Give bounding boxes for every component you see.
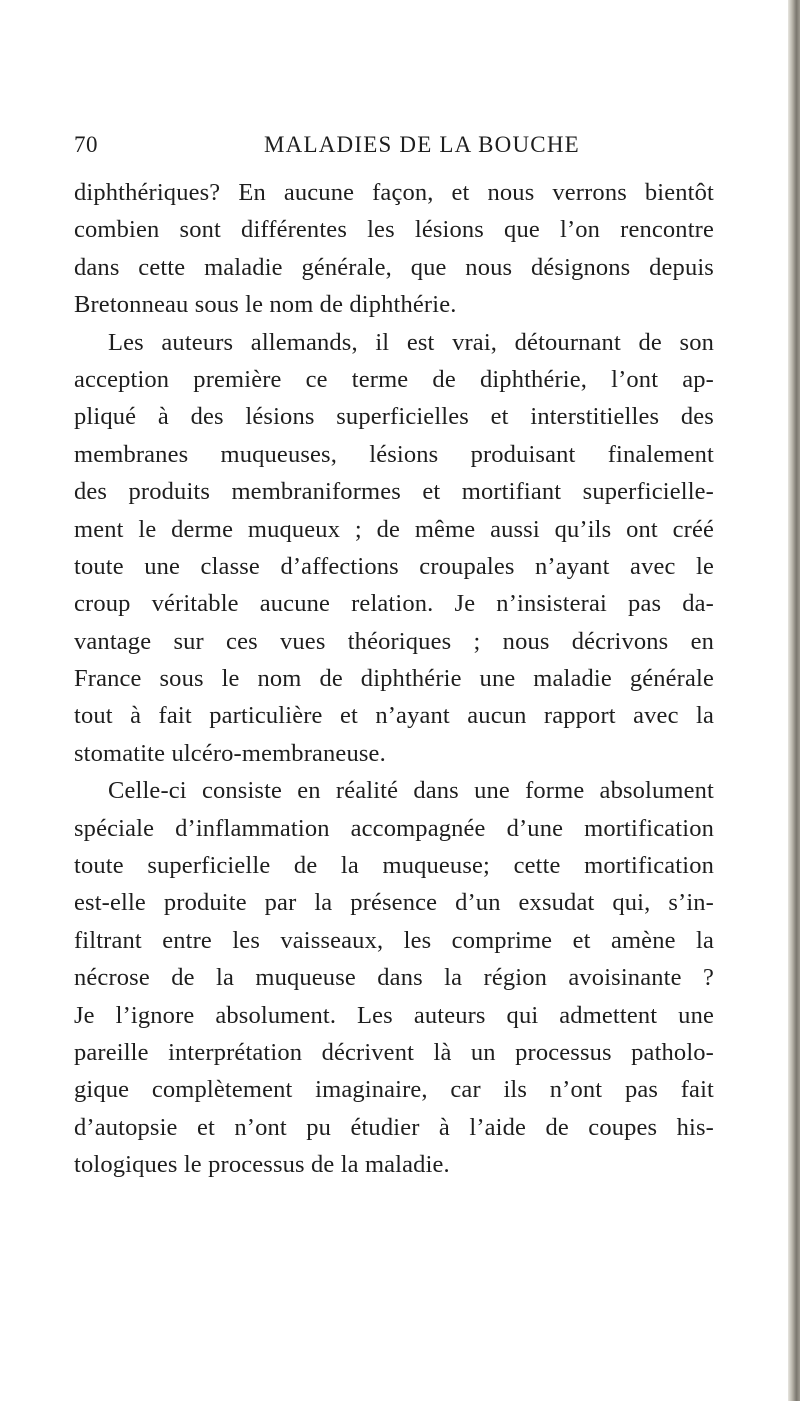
page-number: 70 — [74, 132, 98, 157]
text-line: croup véritable aucune relation. Je n’insisterai pas da- — [74, 590, 714, 618]
text-line: stomatite ulcéro-membraneuse. — [74, 739, 386, 767]
text-line: pliqué à des lésions superficielles et interstitielles des — [74, 403, 714, 431]
text-line: pareille interprétation décrivent là un processus patholo- — [74, 1038, 714, 1066]
text-line: Je l’ignore absolument. Les auteurs qui admettent une — [74, 1001, 714, 1029]
running-head — [74, 132, 714, 162]
text-line: Celle-ci consiste en réalité dans une forme absolument — [108, 777, 714, 805]
text-line: nécrose de la muqueuse dans la région avoisinante ? — [74, 964, 714, 992]
text-line: ment le derme muqueux ; de même aussi qu’ils ont créé — [74, 515, 714, 543]
running-title: MALADIES DE LA BOUCHE — [264, 132, 580, 157]
text-line: diphthériques? En aucune façon, et nous verrons bientôt — [74, 179, 714, 206]
text-line: Les auteurs allemands, il est vrai, détournant de son — [108, 328, 714, 356]
text-line: France sous le nom de diphthérie une maladie générale — [74, 665, 714, 693]
text-line: combien sont différentes les lésions que l’on rencontre — [74, 216, 714, 244]
text-line: membranes muqueuses, lésions produisant finalement — [74, 440, 714, 468]
text-line: toute superficielle de la muqueuse; cette mortification — [74, 852, 714, 880]
text-line: acception première ce terme de diphthérie, l’ont ap- — [74, 365, 714, 393]
text-line: toute une classe d’affections croupales n’ayant avec le — [74, 552, 714, 580]
text-line: dans cette maladie générale, que nous désignons depuis — [74, 253, 714, 281]
text-line: est-elle produite par la présence d’un exsudat qui, s’in- — [74, 889, 714, 917]
text-line: tout à fait particulière et n’ayant aucun rapport avec la — [74, 702, 714, 730]
text-line: gique complètement imaginaire, car ils n’ont pas fait — [74, 1076, 714, 1104]
text-line: filtrant entre les vaisseaux, les comprime et amène la — [74, 926, 714, 954]
text-line: tologiques le processus de la maladie. — [74, 1151, 450, 1179]
text-line: d’autopsie et n’ont pu étudier à l’aide de coupes his- — [74, 1113, 714, 1141]
page-edge-shadow — [788, 0, 800, 1401]
text-line: Bretonneau sous le nom de diphthérie. — [74, 291, 457, 319]
text-line: vantage sur ces vues théoriques ; nous décrivons en — [74, 627, 714, 655]
body-text — [74, 174, 714, 1184]
text-line: des produits membraniformes et mortifiant superficielle- — [74, 478, 714, 506]
text-line: spéciale d’inflammation accompagnée d’une mortification — [74, 814, 714, 842]
